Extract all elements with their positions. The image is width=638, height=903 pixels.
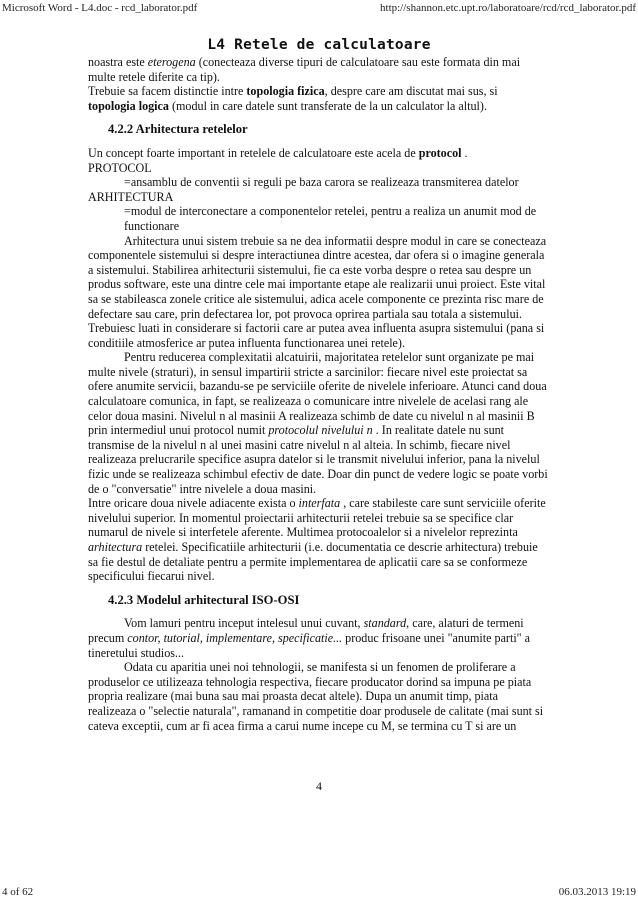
paragraph-standard <box>88 616 548 660</box>
browser-print-footer <box>0 886 638 902</box>
paragraph-tehnologie: Odata cu aparitia unei noi tehnologii, se manifesta si un fenomen de proliferare a produselor ce utilizeaza tehnologia respectiva, fiecare producator dorind sa impuna pe piata propria realizare (mai buna sau mai proasta decat altele). Dupa un anumit timp, piata realizeaza o "selectie naturala", ramanand in competitie doar produsele de calitate (mai sunt si cateva exceptii, cum ar fi acea firma a carui nume incepe cu M, se termina cu T si are un <box>88 660 544 733</box>
text-run: Trebuie sa facem distinctie intre <box>88 84 247 99</box>
paragraph-arhitectura-sistem: Arhitectura unui sistem trebuie sa ne dea informatii despre modul in care se conecteaza componentele sistemului si despre interactiunea dintre acestea, dar ofera si o imagine generala a sistemului. Stabilirea arhitecturii sistemului, fie ca este vorba despre o retea sau despre un produs software, este una dintre cele mai importante etape ale realizarii unui proiect. Este vital sa se stabileasca zonele critice ale sistemului, adica acele componente ce prezinta risc mare de defectare sau care, prin defectarea lor, pot provoca oprirea partiala sau totala a sistemului. Trebuiesc luati in considerare si factorii care ar putea avea influenta asupra sistemului (pana si conditiile atmosferice ar putea influenta functionarea unei retele). <box>88 233 547 350</box>
page-body <box>88 55 548 733</box>
page-header-title: L4 Retele de calculatoare <box>207 37 431 53</box>
text-run: . <box>461 145 468 160</box>
text-italic: eterogena <box>147 55 196 69</box>
text-run: , care stabileste care sunt serviciile oferite nivelului superior. In momentul proiectarii arhitecturii retelei trebuie sa se specifice clar numarul de nivele si interfetele aferente. Multimea protocoalelor si a nivelelor reprezinta <box>88 496 546 540</box>
text-run: , despre care am discutat mai sus, si <box>324 84 498 99</box>
text-run: (modul in care datele sunt transferate de la un calculator la altul). <box>168 98 487 113</box>
text-run: , care, alaturi de termeni precum <box>88 616 524 645</box>
text-bold: topologia logica <box>88 98 169 113</box>
text-run: Pentru reducerea complexitatii alcatuirii, majoritatea retelelor sunt organizate pe mai multe nivele (straturi), in sensul impartirii stricte a sarcinilor: fiecare nivel este proiectat sa ofere anumite servicii, bazandu-se pe serviciile oferite de nivelele inferioare. Atunci cand doua calculatoare comunica, in fapt, se realizeaza o comunicare intre nivelele de acelasi rang ale celor doua masini. Nivelul n al masinii A realizeaza schimb de date cu nivelul n al masinii B prin intermediul unui protocol numit <box>88 350 547 438</box>
text-bold: protocol <box>418 145 462 160</box>
term-protocol: PROTOCOL <box>88 160 152 175</box>
text-italic: arhitectura <box>88 540 143 554</box>
text-run: Vom lamuri pentru inceput intelesul unui cuvant, <box>124 616 364 631</box>
page-number: 4 <box>316 779 322 793</box>
section-heading-4-2-3: 4.2.3 Modelul arhitectural ISO-OSI <box>108 592 300 607</box>
print-datetime: 06.03.2013 19:19 <box>558 886 636 898</box>
document-url: http://shannon.etc.upt.ro/laboratoare/rcd/rcd_laborator.pdf <box>380 2 636 14</box>
text-run: Un concept foarte important in retelele de calculatoare este acela de <box>88 145 419 160</box>
text-italic: contor, tutorial, implementare, specificatie... <box>127 630 343 645</box>
paragraph-interfata <box>88 496 548 584</box>
document-window-title: Microsoft Word - L4.doc - rcd_laborator.pdf <box>2 2 198 14</box>
text-run: Intre oricare doua nivele adiacente exista o <box>88 496 299 511</box>
term-arhitectura: ARHITECTURA <box>88 189 174 204</box>
paragraph-topologie <box>88 84 548 113</box>
text-run: retelei. Specificatiile arhitecturii (i.e. documentatia ce descrie arhitectura) trebuie sa fie destul de detaliate pentru a permite implementarea de aplicatii care sa se conformeze specificului fiecarui nivel. <box>88 540 538 584</box>
paragraph-eterogena <box>88 55 548 84</box>
definition-protocol: =ansamblu de conventii si reguli pe baza carora se realizeaza transmiterea datelor <box>124 175 519 190</box>
definition-arhitectura: =modul de interconectare a componentelor retelei, pentru a realiza un anumit mod de functionare <box>124 204 537 233</box>
text-run: . In realitate datele nu sunt transmise de la nivelul n al unei masini catre nivelul n al alteia. In schimb, fiecare nivel realizeaza prelucrarile specifice asupra datelor si le transmit nivelului inferior, pana la nivelul fizic unde se realizeaza schimbul efectiv de date. Doar din punct de vedere logic se poate vorbi de o "conversatie" intre nivelele a doua masini. <box>88 423 548 496</box>
text-run: (conecteaza diverse tipuri de calculatoare sau este formata din mai multe retele diferite ca tip). <box>88 55 521 84</box>
browser-print-header <box>0 0 638 16</box>
paragraph-nivele <box>88 350 548 496</box>
section-heading-4-2-2: 4.2.2 Arhitectura retelelor <box>108 122 248 137</box>
pdf-page <box>0 17 638 882</box>
text-italic: interfata <box>298 496 341 511</box>
text-run: noastra este <box>88 55 148 69</box>
text-run: produc frisoane unei "anumite parti" a tineretului studios... <box>88 630 531 660</box>
text-italic: standard <box>363 616 407 631</box>
text-italic: protocolul nivelului n <box>268 423 373 438</box>
paragraph-protocol-concept <box>88 146 548 161</box>
page-counter: 4 of 62 <box>2 886 34 898</box>
text-bold: topologia fizica <box>246 84 325 99</box>
